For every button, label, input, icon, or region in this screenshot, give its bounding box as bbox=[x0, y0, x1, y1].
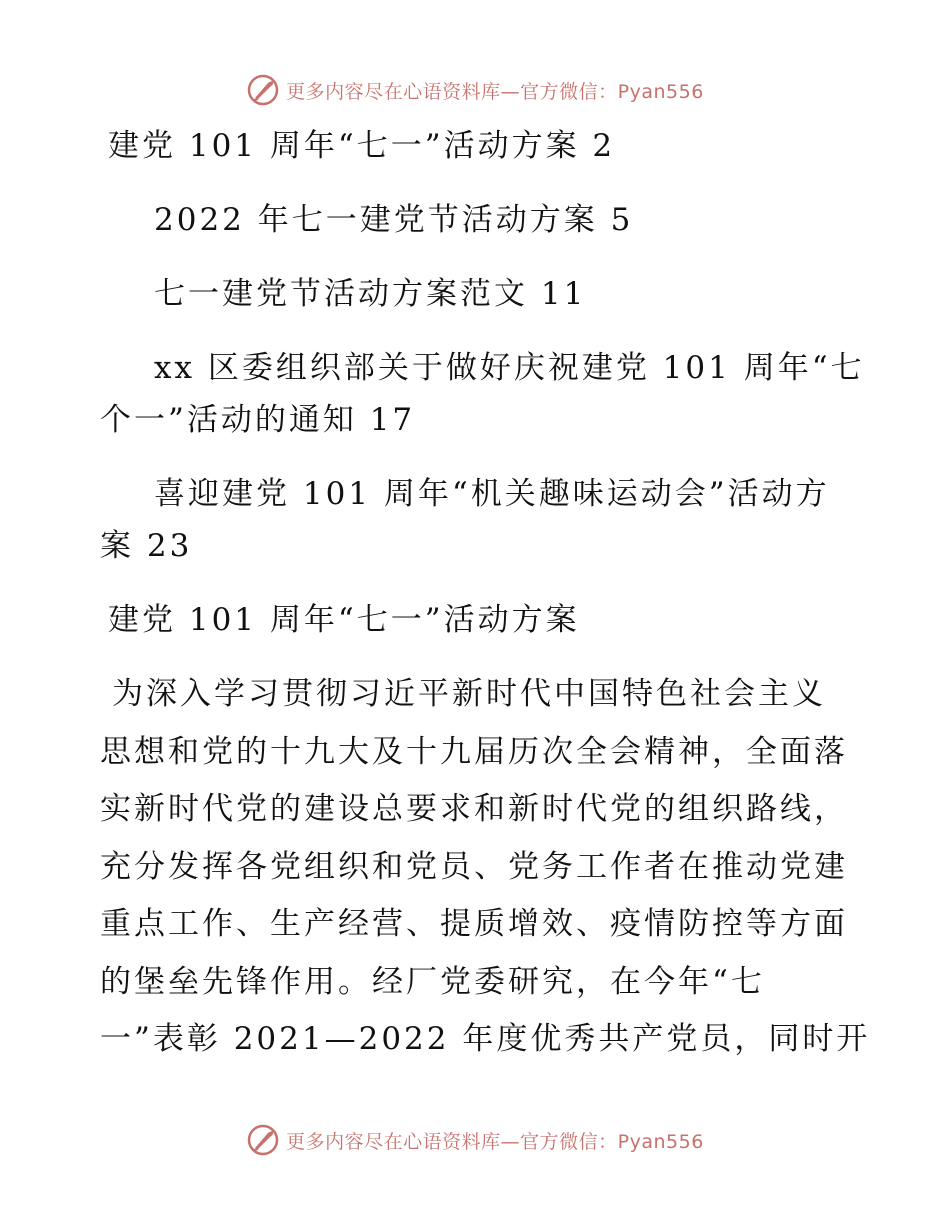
table-of-contents bbox=[100, 120, 865, 572]
toc-entry-line: 建党 101 周年“七一”活动方案 2 bbox=[108, 128, 616, 164]
toc-entry-2[interactable] bbox=[100, 194, 860, 246]
toc-entry-line: 案 23 bbox=[100, 528, 193, 564]
toc-entry-1[interactable] bbox=[100, 120, 860, 172]
paragraph-line: 思想和党的十九大及十九届历次全会精神，全面落 bbox=[100, 733, 848, 770]
watermark-header bbox=[0, 70, 950, 110]
watermark-text: 更多内容尽在心语资料库—官方微信：Pyan556 bbox=[286, 80, 704, 103]
section-paragraph bbox=[100, 666, 871, 1069]
paragraph-line: 为深入学习贯彻习近平新时代中国特色社会主义 bbox=[112, 676, 826, 712]
toc-entry-line: 七一建党节活动方案范文 11 bbox=[154, 276, 587, 312]
paragraph-line: 充分发挥各党组织和党员、党务工作者在推动党建 bbox=[100, 848, 848, 885]
toc-entry-5[interactable] bbox=[100, 468, 860, 572]
watermark-footer bbox=[0, 1120, 950, 1160]
toc-entry-3[interactable] bbox=[100, 268, 860, 320]
toc-entry-line: 个一”活动的通知 17 bbox=[100, 402, 416, 438]
section-title: 建党 101 周年“七一”活动方案 bbox=[108, 602, 580, 638]
toc-entry-4[interactable] bbox=[100, 342, 865, 446]
paragraph-line: 实新时代党的建设总要求和新时代党的组织路线， bbox=[100, 791, 848, 827]
paragraph-line: 重点工作、生产经营、提质增效、疫情防控等方面 bbox=[100, 906, 848, 942]
toc-entry-line: xx 区委组织部关于做好庆祝建党 101 周年“七 bbox=[154, 350, 865, 386]
paragraph-line: 的堡垒先锋作用。经厂党委研究，在今年“七 bbox=[100, 963, 765, 1000]
toc-entry-line: 喜迎建党 101 周年“机关趣味运动会”活动方 bbox=[154, 476, 830, 512]
quill-pen-logo-icon bbox=[246, 73, 280, 107]
document-body bbox=[100, 120, 871, 1069]
paragraph-line: 一”表彰 2021—2022 年度优秀共产党员，同时开 bbox=[100, 1021, 871, 1057]
watermark-text: 更多内容尽在心语资料库—官方微信：Pyan556 bbox=[286, 1130, 704, 1153]
quill-pen-logo-icon bbox=[246, 1123, 280, 1157]
toc-entry-line: 2022 年七一建党节活动方案 5 bbox=[154, 202, 634, 238]
